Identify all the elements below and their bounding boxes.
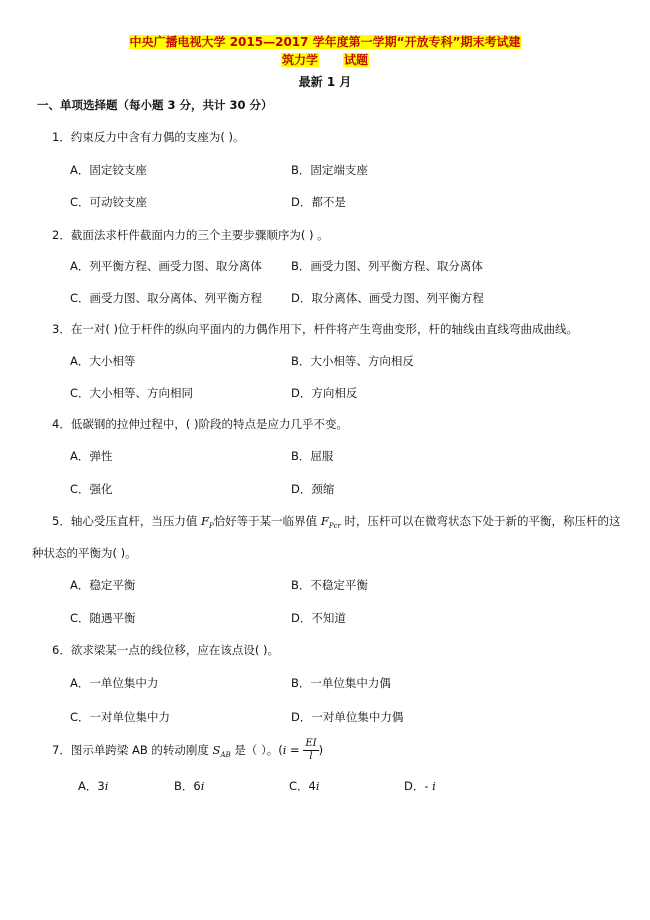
subject-name: 筑力学: [281, 53, 318, 67]
q3-option-d: D．方向相反: [291, 386, 358, 400]
q4-option-a: A．弹性: [70, 449, 113, 463]
q6-option-c: C．一对单位集中力: [70, 710, 171, 724]
question-1: 1．约束反力中含有力偶的支座为( )。: [52, 130, 245, 144]
question-6: 6．欲求梁某一点的线位移，应在该点设( )。: [52, 643, 279, 657]
question-2: 2．截面法求杆件截面内力的三个主要步骤顺序为( ) 。: [52, 228, 329, 242]
q3-option-a: A．大小相等: [70, 354, 136, 368]
q7-option-c: C．4i: [289, 779, 320, 793]
q5-option-a: A．稳定平衡: [70, 578, 136, 592]
q4-option-c: C．强化: [70, 482, 113, 496]
question-3: 3．在一对( )位于杆件的纵向平面内的力偶作用下，杆件将产生弯曲变形，杆的轴线由直线弯曲成曲线。: [52, 322, 578, 336]
q7-option-b: B．6i: [174, 779, 205, 793]
q1-option-a: A．固定铰支座: [70, 163, 147, 177]
q2-option-c: C．画受力图、取分离体、列平衡方程: [70, 291, 263, 305]
exam-date: 最新 1 月: [298, 75, 352, 89]
section-heading: 一、单项选择题（每小题 3 分，共计 30 分）: [37, 98, 273, 112]
q2-option-d: D．取分离体、画受力图、列平衡方程: [291, 291, 484, 305]
sab-symbol: $S_{AB}$: [212, 743, 231, 759]
q1-option-c: C．可动铰支座: [70, 195, 148, 209]
q5-option-d: D．不知道: [291, 611, 346, 625]
question-5: 5．轴心受压直杆，当压力值 $F_P$恰好等于某一临界值 $F_{Pcr}$ 时，压杆可以在微弯状态下处于新的平衡，称压杆的这: [52, 514, 621, 530]
q7-option-d: D．- i: [404, 779, 436, 793]
q4-option-d: D．颈缩: [291, 482, 335, 496]
q3-option-b: B．大小相等、方向相反: [291, 354, 414, 368]
q6-option-b: B．一单位集中力偶: [291, 676, 391, 690]
q2-option-b: B．画受力图、列平衡方程、取分离体: [291, 259, 483, 273]
q4-option-b: B．屈服: [291, 449, 334, 463]
fp-symbol: $F_P$: [200, 514, 214, 530]
q6-option-d: D．一对单位集中力偶: [291, 710, 404, 724]
q3-option-c: C．大小相等、方向相同: [70, 386, 194, 400]
q5-option-b: B．不稳定平衡: [291, 578, 368, 592]
q5-option-c: C．随遇平衡: [70, 611, 136, 625]
fpcr-symbol: $F_{Pcr}$: [320, 514, 341, 530]
q1-option-d: D．都不是: [291, 195, 346, 209]
exam-title-line1: 中央广播电视大学 2015—2017 学年度第一学期“开放专科”期末考试建: [129, 35, 521, 49]
question-4: 4．低碳钢的拉伸过程中，( )阶段的特点是应力几乎不变。: [52, 417, 348, 431]
q2-option-a: A．列平衡方程、画受力图、取分离体: [70, 259, 262, 273]
q1-option-b: B．固定端支座: [291, 163, 368, 177]
q7-option-a: A．3i: [78, 779, 109, 793]
subject-suffix: 试题: [344, 53, 369, 67]
question-7: 7．图示单跨梁 AB 的转动刚度 $S_{AB}$ 是（ ）。(i = $\frac{EI}{l}$ ): [52, 738, 324, 762]
q6-option-a: A．一单位集中力: [70, 676, 159, 690]
question-5-continued: 种状态的平衡为( )。: [32, 546, 137, 560]
exam-title-line2: [0, 51, 650, 68]
stiffness-fraction: $\frac{EI}{l}$: [305, 738, 317, 762]
